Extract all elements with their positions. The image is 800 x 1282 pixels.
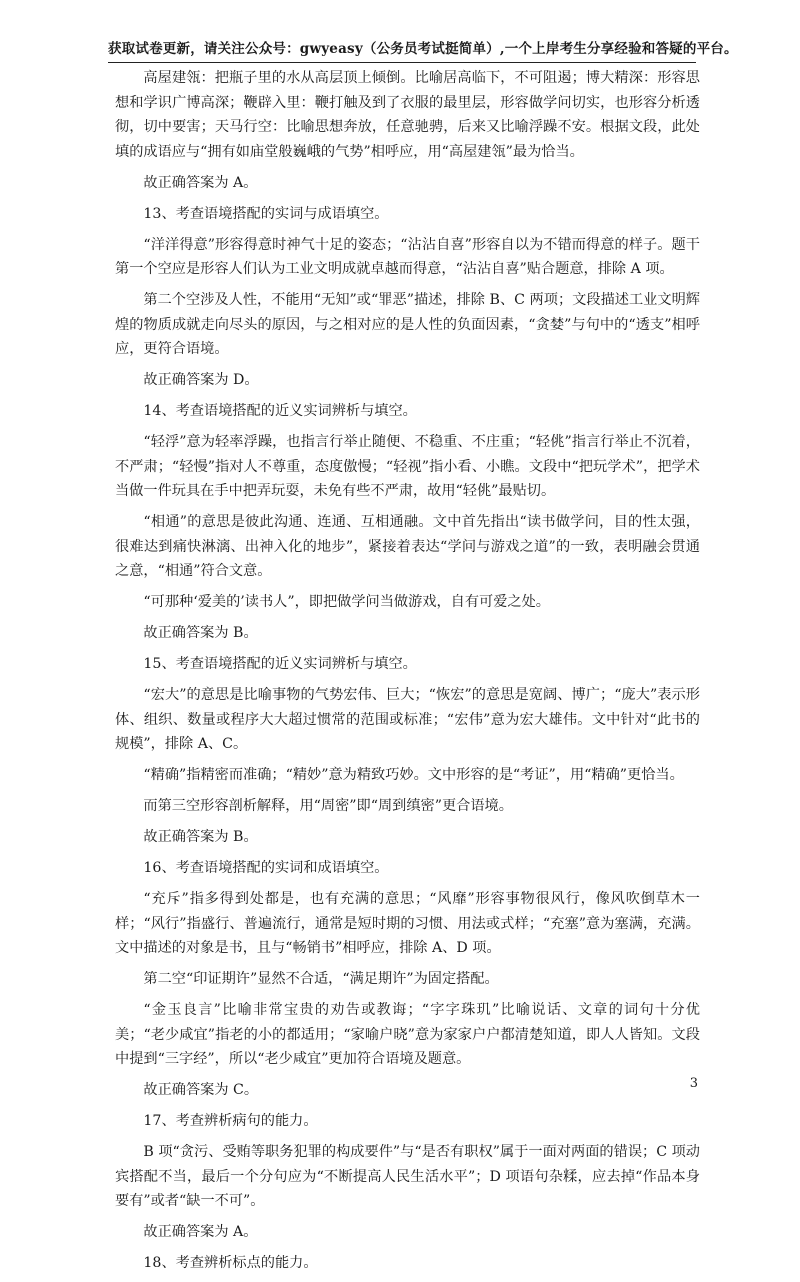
paragraph: 高屋建瓴：把瓶子里的水从高层顶上倾倒。比喻居高临下，不可阻遏；博大精深：形容思想和学识广博高深；鞭辟入里：鞭打触及到了衣服的最里层，形容做学问切实，也形容分析透彻，切中要害；天马行空：比喻思想奔放，任意驰骋，后来又比喻浮躁不安。根据文段，此处填的成语应与“拥有如庙堂般巍峨的气势”相呼应，用“高屋建瓴”最为恰当。 [115, 70, 700, 160]
question-heading: 14、考查语境搭配的近义实词辨析与填空。 [143, 403, 417, 419]
question-heading: 15、考查语境搭配的近义实词辨析与填空。 [143, 656, 417, 672]
paragraph: B 项“贪污、受贿等职务犯罪的构成要件”与“是否有职权”属于一面对两面的错误；C 项动宾搭配不当，最后一个分句应为“不断提高人民生活水平”；D 项语句杂糅，应去掉“作品本身要有”或者“缺一不可”。 [115, 1144, 700, 1209]
paragraph: “充斥”指多得到处都是，也有充满的意思；“风靡”形容事物很风行，像风吹倒草木一样；“风行”指盛行、普遍流行，通常是短时期的习惯、用法或式样；“充塞”意为塞满，充满。文中描述的对象是书，且与“畅销书”相呼应，排除 A、D 项。 [115, 891, 700, 956]
question-heading: 18、考查辨析标点的能力。 [143, 1255, 318, 1271]
answer-line: 故正确答案为 A。 [143, 1224, 258, 1240]
paragraph: “宏大”的意思是比喻事物的气势宏伟、巨大；“恢宏”的意思是宽阔、博广；“庞大”表示形体、组织、数量或程序大大超过惯常的范围或标准；“宏伟”意为宏大雄伟。文中针对“此书的规模”，排除 A、C。 [115, 687, 700, 752]
paragraph: “金玉良言”比喻非常宝贵的劝告或教诲；“字字珠玑”比喻说话、文章的词句十分优美；“老少咸宜”指老的小的都适用；“家喻户晓”意为家家户户都清楚知道，即人人皆知。文段中提到“三字经”，所以“老少咸宜”更加符合语境及题意。 [115, 1002, 700, 1067]
paragraph: “精确”指精密而准确；“精妙”意为精致巧妙。文中形容的是“考证”，用“精确”更恰当。 [143, 767, 684, 783]
paragraph: “洋洋得意”形容得意时神气十足的姿态；“沾沾自喜”形容自以为不错而得意的样子。题干第一个空应是形容人们认为工业文明成就卓越而得意，“沾沾自喜”贴合题意，排除 A 项。 [115, 236, 700, 277]
paragraph: 而第三空形容剖析解释，用“周密”即“周到缜密”更合语境。 [143, 798, 513, 814]
page-number: 3 [689, 1076, 698, 1091]
paragraph: “可那种‘爱美的’读书人”，即把做学问当做游戏，自有可爱之处。 [143, 594, 550, 610]
answer-line: 故正确答案为 D。 [143, 372, 259, 388]
paragraph: “轻浮”意为轻率浮躁，也指言行举止随便、不稳重、不庄重；“轻佻”指言行举止不沉着，不严肃；“轻慢”指对人不尊重，态度傲慢；“轻视”指小看、小瞧。文段中“把玩学术”，把学术当做一件玩具在手中把弄玩耍，未免有些不严肃，故用“轻佻”最贴切。 [115, 434, 700, 499]
paragraph: “相通”的意思是彼此沟通、连通、互相通融。文中首先指出“读书做学问，目的性太强，很难达到痛快淋漓、出神入化的地步”，紧接着表达“学问与游戏之道”的一致，表明融会贯通之意，“相通”符合文意。 [115, 514, 700, 579]
question-heading: 17、考查辨析病句的能力。 [143, 1113, 318, 1129]
paragraph: 第二空“印证期许”显然不合适，“满足期许”为固定搭配。 [143, 971, 499, 987]
document-body [115, 66, 700, 1282]
answer-line: 故正确答案为 A。 [143, 174, 258, 191]
answer-line: 故正确答案为 B。 [143, 829, 258, 845]
answer-line: 故正确答案为 C。 [143, 1082, 259, 1098]
page-header: 获取试卷更新，请关注公众号：gwyeasy（公务员考试挺简单）,一个上岸考生分享经验和答疑的平台。 [108, 40, 696, 63]
question-heading: 16、考查语境搭配的实词和成语填空。 [143, 860, 389, 876]
question-heading: 13、考查语境搭配的实词与成语填空。 [143, 205, 389, 222]
answer-line: 故正确答案为 B。 [143, 625, 258, 641]
paragraph: 第二个空涉及人性，不能用“无知”或“罪恶”描述，排除 B、C 两项；文段描述工业文明辉煌的物质成就走向尽头的原因，与之相对应的是人性的负面因素，“贪婪”与句中的“透支”相呼应，更符合语境。 [115, 292, 700, 357]
